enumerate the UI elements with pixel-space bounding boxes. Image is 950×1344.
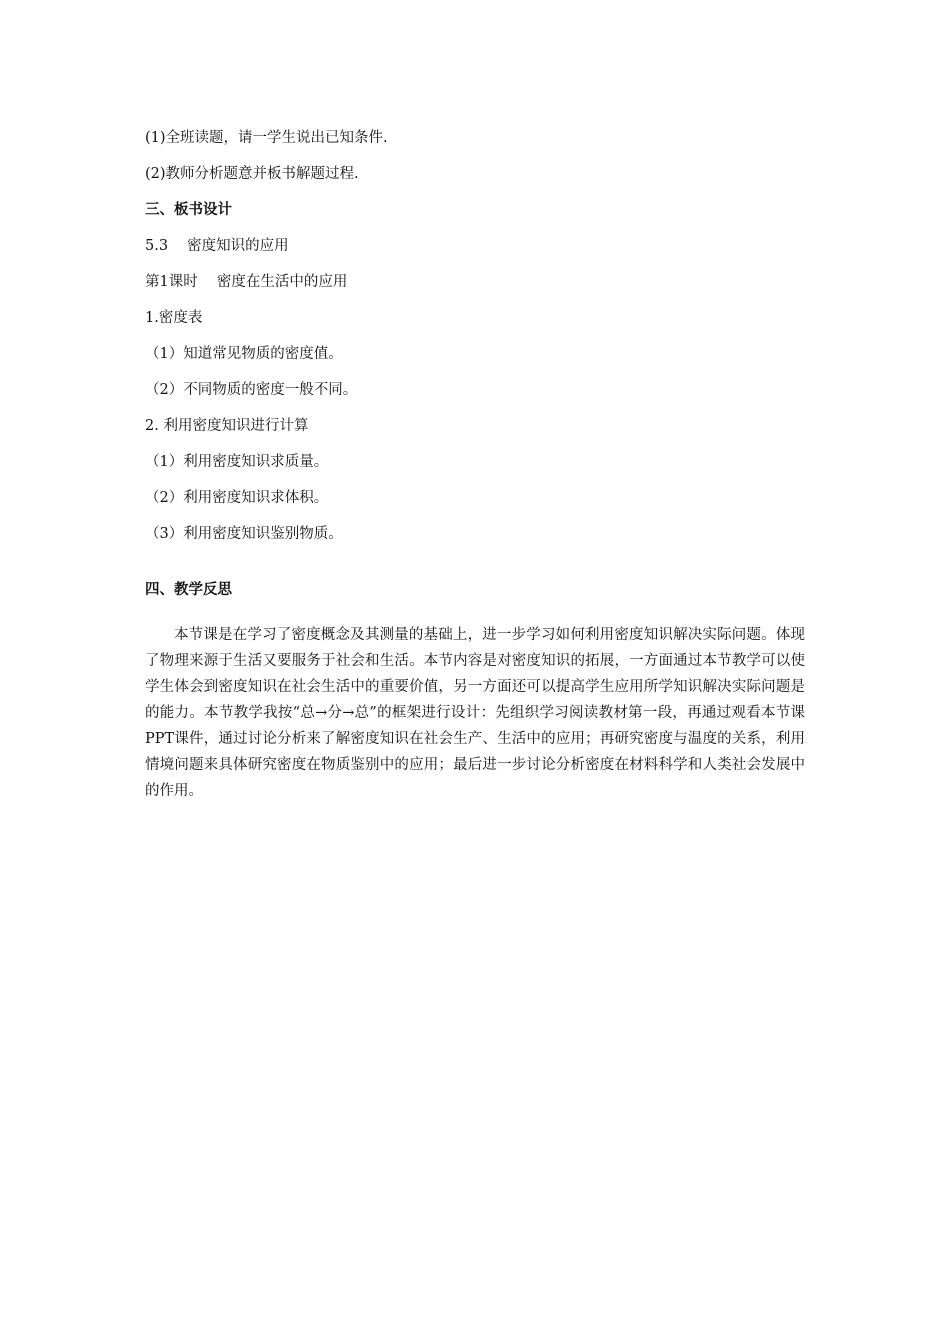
board-subitem: （1）利用密度知识求质量。 <box>145 454 329 470</box>
step-teacher-analysis: (2)教师分析题意并板书解题过程. <box>145 166 359 182</box>
board-item-calculation: 2. 利用密度知识进行计算 <box>145 418 309 434</box>
board-item-density-table: 1.密度表 <box>145 310 203 326</box>
board-period-title: 第1课时 密度在生活中的应用 <box>145 274 348 290</box>
section-heading-board-design: 三、板书设计 <box>145 202 232 218</box>
board-subitem: （3）利用密度知识鉴别物质。 <box>145 526 343 542</box>
section-heading-reflection: 四、教学反思 <box>145 582 232 598</box>
board-subitem: （2）不同物质的密度一般不同。 <box>145 382 358 398</box>
board-subitem: （2）利用密度知识求体积。 <box>145 490 329 506</box>
step-read-question: (1)全班读题，请一学生说出已知条件. <box>145 130 388 146</box>
reflection-paragraph: 本节课是在学习了密度概念及其测量的基础上，进一步学习如何利用密度知识解决实际问题。体现了物理来源于生活又要服务于社会和生活。本节内容是对密度知识的拓展，一方面通过本节教学可以使学生体会到密度知识在社会生活中的重要价值，另一方面还可以提高学生应用所学知识解决实际问题是的能力。本节教学我按“总→分→总”的框架进行设计：先组织学习阅读教材第一段，再通过观看本节课PPT课件，通过讨论分析来了解密度知识在社会生产、生活中的应用；再研究密度与温度的关系，利用情境问题来具体研究密度在物质鉴别中的应用；最后进一步讨论分析密度在材料科学和人类社会发展中的作用。 <box>145 627 805 799</box>
board-lesson-title: 5.3 密度知识的应用 <box>145 238 289 254</box>
board-subitem: （1）知道常见物质的密度值。 <box>145 346 343 362</box>
